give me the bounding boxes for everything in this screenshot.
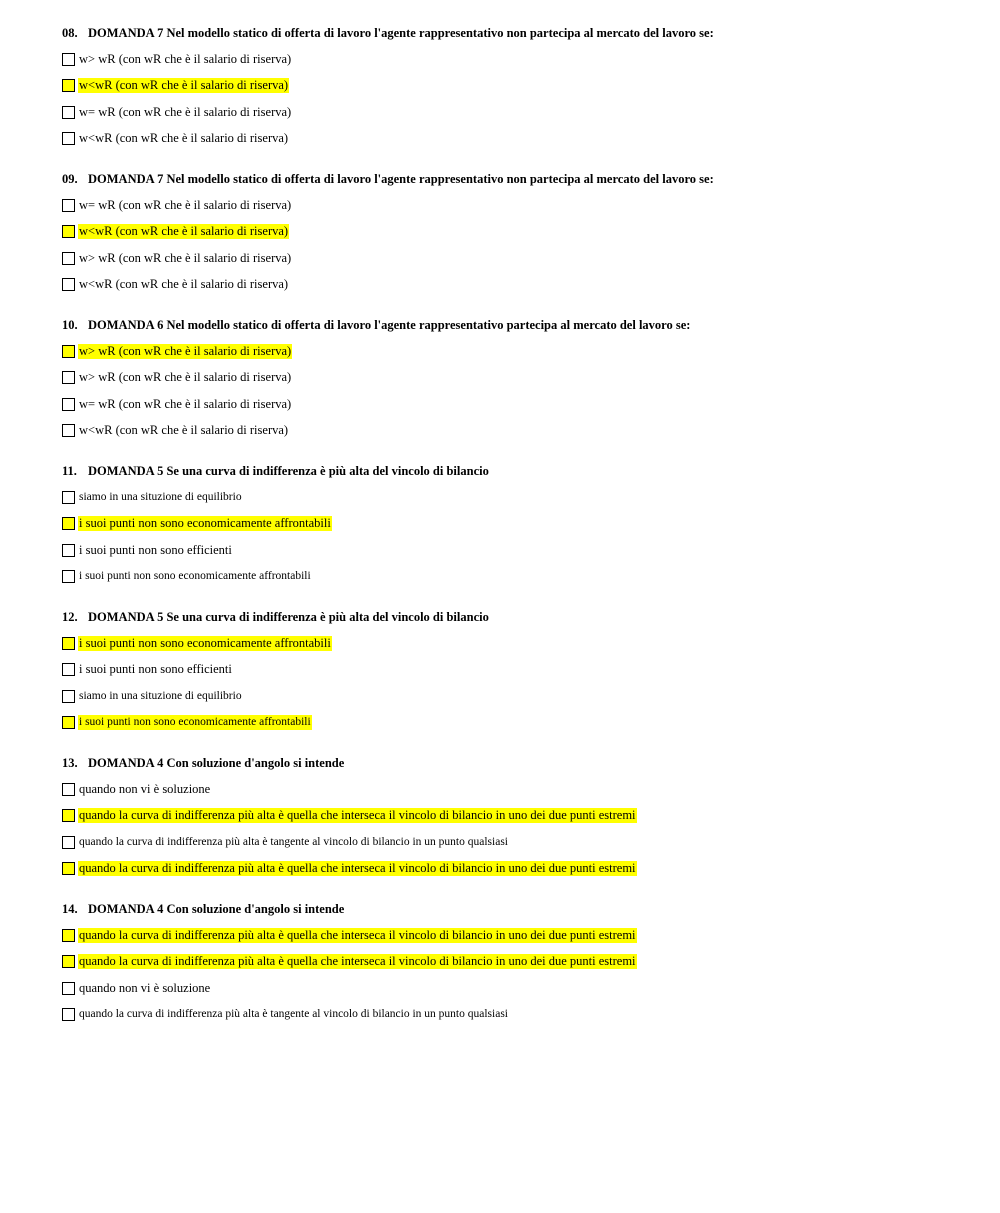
checkbox[interactable] xyxy=(62,225,75,238)
question-number: 08. xyxy=(62,26,78,40)
answer-option-label: w> wR (con wR che è il salario di riserva) xyxy=(79,51,292,66)
answer-option[interactable] xyxy=(62,537,962,564)
checkbox[interactable] xyxy=(62,132,75,145)
question-title xyxy=(62,22,962,44)
answer-option[interactable] xyxy=(62,683,962,710)
checkbox[interactable] xyxy=(62,955,75,968)
answer-option[interactable] xyxy=(62,564,962,591)
checkbox[interactable] xyxy=(62,836,75,849)
question-number: 09. xyxy=(62,172,78,186)
question-text: DOMANDA 4 Con soluzione d'angolo si intende xyxy=(88,756,345,770)
checkbox[interactable] xyxy=(62,199,75,212)
answer-option-label: w> wR (con wR che è il salario di riserva) xyxy=(79,343,292,358)
question-block xyxy=(62,168,962,298)
answer-option-label: i suoi punti non sono efficienti xyxy=(79,542,232,557)
question-text: DOMANDA 5 Se una curva di indifferenza è più alta del vincolo di bilancio xyxy=(88,464,489,478)
checkbox[interactable] xyxy=(62,491,75,504)
answer-option[interactable] xyxy=(62,391,962,418)
answer-option-highlighted[interactable] xyxy=(62,803,962,830)
checkbox[interactable] xyxy=(62,79,75,92)
question-title xyxy=(62,460,962,482)
checkbox[interactable] xyxy=(62,278,75,291)
answer-option-label: w<wR (con wR che è il salario di riserva) xyxy=(79,423,289,438)
answer-option-highlighted[interactable] xyxy=(62,219,962,246)
checkbox[interactable] xyxy=(62,398,75,411)
question-title xyxy=(62,606,962,628)
answer-option-label: w> wR (con wR che è il salario di riserva) xyxy=(79,250,292,265)
checkbox[interactable] xyxy=(62,252,75,265)
checkbox[interactable] xyxy=(62,690,75,703)
answer-option-label: w<wR (con wR che è il salario di riserva) xyxy=(79,131,289,146)
answer-option[interactable] xyxy=(62,99,962,126)
answer-option-highlighted[interactable] xyxy=(62,73,962,100)
answer-option-label: quando la curva di indifferenza più alta è tangente al vincolo di bilancio in un punto qualsiasi xyxy=(79,1008,508,1021)
checkbox[interactable] xyxy=(62,663,75,676)
question-block xyxy=(62,314,962,444)
question-title xyxy=(62,898,962,920)
question-text: DOMANDA 7 Nel modello statico di offerta di lavoro l'agente rappresentativo non partecipa al mercato del lavoro se: xyxy=(88,26,714,40)
answer-option[interactable] xyxy=(62,192,962,219)
question-number: 11. xyxy=(62,464,77,478)
answer-option-label: i suoi punti non sono efficienti xyxy=(79,662,232,677)
checkbox[interactable] xyxy=(62,637,75,650)
checkbox[interactable] xyxy=(62,716,75,729)
answer-option-label: w<wR (con wR che è il salario di riserva) xyxy=(79,277,289,292)
answer-option-label: w<wR (con wR che è il salario di riserva) xyxy=(79,224,289,239)
quiz-document xyxy=(62,22,962,1044)
checkbox[interactable] xyxy=(62,1008,75,1021)
answer-option-label: i suoi punti non sono economicamente affrontabili xyxy=(79,716,311,729)
checkbox[interactable] xyxy=(62,517,75,530)
checkbox[interactable] xyxy=(62,783,75,796)
answer-option-label: i suoi punti non sono economicamente affrontabili xyxy=(79,635,331,650)
answer-option-label: w<wR (con wR che è il salario di riserva) xyxy=(79,78,289,93)
answer-option-highlighted[interactable] xyxy=(62,338,962,365)
question-title xyxy=(62,752,962,774)
answer-option[interactable] xyxy=(62,484,962,511)
answer-option-label: w= wR (con wR che è il salario di riserva) xyxy=(79,396,292,411)
question-text: DOMANDA 4 Con soluzione d'angolo si intende xyxy=(88,902,345,916)
answer-option[interactable] xyxy=(62,657,962,684)
question-number: 10. xyxy=(62,318,78,332)
checkbox[interactable] xyxy=(62,371,75,384)
checkbox[interactable] xyxy=(62,862,75,875)
answer-option-label: w= wR (con wR che è il salario di riserva) xyxy=(79,197,292,212)
answer-option-highlighted[interactable] xyxy=(62,856,962,883)
answer-option-label: siamo in una situzione di equilibrio xyxy=(79,689,242,702)
answer-option-label: quando la curva di indifferenza più alta è tangente al vincolo di bilancio in un punto qualsiasi xyxy=(79,835,508,848)
answer-option[interactable] xyxy=(62,126,962,153)
answer-option-label: quando la curva di indifferenza più alta è quella che interseca il vincolo di bilancio in uno dei due punti estremi xyxy=(79,808,636,823)
answer-option-highlighted[interactable] xyxy=(62,710,962,737)
answer-option-label: siamo in una situzione di equilibrio xyxy=(79,490,242,503)
answer-option[interactable] xyxy=(62,365,962,392)
question-block xyxy=(62,606,962,736)
checkbox[interactable] xyxy=(62,53,75,66)
answer-option-highlighted[interactable] xyxy=(62,511,962,538)
answer-option[interactable] xyxy=(62,975,962,1002)
answer-option[interactable] xyxy=(62,776,962,803)
answer-option-label: w= wR (con wR che è il salario di riserva) xyxy=(79,104,292,119)
question-block xyxy=(62,752,962,882)
question-number: 14. xyxy=(62,902,78,916)
question-title xyxy=(62,314,962,336)
checkbox[interactable] xyxy=(62,809,75,822)
answer-option[interactable] xyxy=(62,46,962,73)
answer-option[interactable] xyxy=(62,418,962,445)
question-title xyxy=(62,168,962,190)
checkbox[interactable] xyxy=(62,544,75,557)
question-text: DOMANDA 6 Nel modello statico di offerta di lavoro l'agente rappresentativo partecipa al mercato del lavoro se: xyxy=(88,318,691,332)
checkbox[interactable] xyxy=(62,929,75,942)
question-text: DOMANDA 5 Se una curva di indifferenza è più alta del vincolo di bilancio xyxy=(88,610,489,624)
answer-option-highlighted[interactable] xyxy=(62,922,962,949)
answer-option-highlighted[interactable] xyxy=(62,630,962,657)
question-number: 12. xyxy=(62,610,78,624)
question-block xyxy=(62,22,962,152)
answer-option-label: quando non vi è soluzione xyxy=(79,781,211,796)
answer-option-label: i suoi punti non sono economicamente affrontabili xyxy=(79,570,311,583)
checkbox[interactable] xyxy=(62,345,75,358)
answer-option-label: quando la curva di indifferenza più alta è quella che interseca il vincolo di bilancio in uno dei due punti estremi xyxy=(79,927,636,942)
answer-option[interactable] xyxy=(62,1002,962,1029)
answer-option-label: w> wR (con wR che è il salario di riserva) xyxy=(79,370,292,385)
answer-option[interactable] xyxy=(62,245,962,272)
question-text: DOMANDA 7 Nel modello statico di offerta di lavoro l'agente rappresentativo non partecipa al mercato del lavoro se: xyxy=(88,172,714,186)
checkbox[interactable] xyxy=(62,570,75,583)
answer-option[interactable] xyxy=(62,272,962,299)
answer-option-label: quando non vi è soluzione xyxy=(79,980,211,995)
answer-option-highlighted[interactable] xyxy=(62,949,962,976)
answer-option[interactable] xyxy=(62,829,962,856)
answer-option-label: quando la curva di indifferenza più alta è quella che interseca il vincolo di bilancio in uno dei due punti estremi xyxy=(79,861,636,876)
question-block xyxy=(62,460,962,590)
checkbox[interactable] xyxy=(62,106,75,119)
answer-option-label: quando la curva di indifferenza più alta è quella che interseca il vincolo di bilancio in uno dei due punti estremi xyxy=(79,954,636,969)
question-block xyxy=(62,898,962,1028)
question-list xyxy=(62,22,962,1028)
answer-option-label: i suoi punti non sono economicamente affrontabili xyxy=(79,516,331,531)
question-number: 13. xyxy=(62,756,78,770)
checkbox[interactable] xyxy=(62,982,75,995)
checkbox[interactable] xyxy=(62,424,75,437)
